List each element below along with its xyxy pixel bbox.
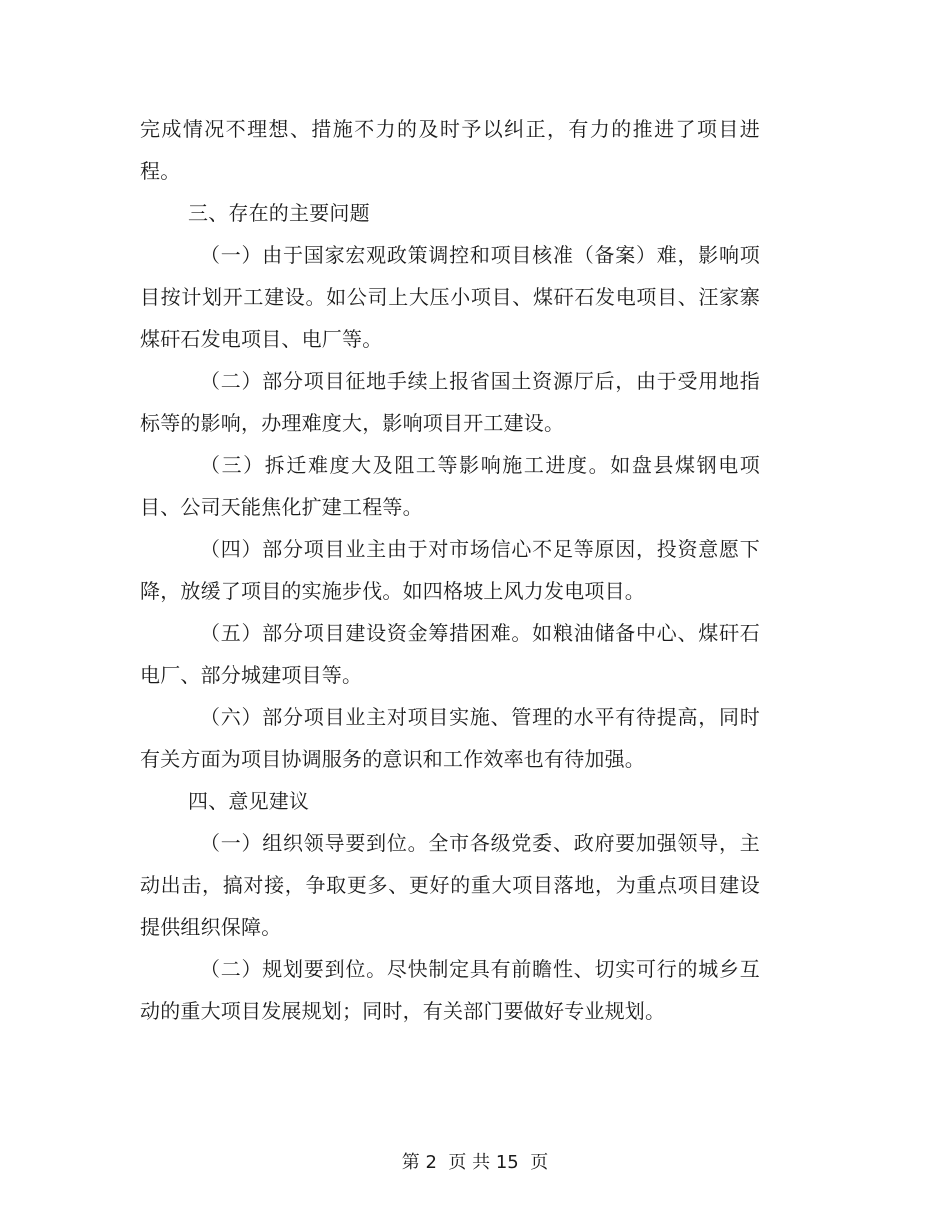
paragraph-problem-2: （二）部分项目征地手续上报省国土资源厅后，由于受用地指标等的影响，办理难度大，影响项目开工建设。 xyxy=(140,369,760,435)
document-body xyxy=(140,108,760,1032)
paragraph-suggestion-1: （一）组织领导要到位。全市各级党委、政府要加强领导，主动出击，搞对接，争取更多、更好的重大项目落地，为重点项目建设提供组织保障。 xyxy=(140,831,760,939)
section-heading-problems: 三、存在的主要问题 xyxy=(188,201,370,225)
page-number-footer: 第 2 页 共 15 页 xyxy=(401,1152,549,1173)
section-heading-suggestions: 四、意见建议 xyxy=(188,789,310,813)
paragraph-problem-3: （三）拆迁难度大及阻工等影响施工进度。如盘县煤钢电项目、公司天能焦化扩建工程等。 xyxy=(140,453,760,519)
paragraph-problem-1: （一）由于国家宏观政策调控和项目核准（备案）难，影响项目按计划开工建设。如公司上大压小项目、煤矸石发电项目、汪家寨煤矸石发电项目、电厂等。 xyxy=(140,243,760,351)
paragraph-continuation: 完成情况不理想、措施不力的及时予以纠正，有力的推进了项目进程。 xyxy=(140,117,760,183)
paragraph-suggestion-2: （二）规划要到位。尽快制定具有前瞻性、切实可行的城乡互动的重大项目发展规划；同时，有关部门要做好专业规划。 xyxy=(140,957,760,1023)
paragraph-problem-4: （四）部分项目业主由于对市场信心不足等原因，投资意愿下降，放缓了项目的实施步伐。如四格坡上风力发电项目。 xyxy=(140,537,760,603)
paragraph-problem-6: （六）部分项目业主对项目实施、管理的水平有待提高，同时有关方面为项目协调服务的意识和工作效率也有待加强。 xyxy=(140,705,760,771)
paragraph-problem-5: （五）部分项目建设资金筹措困难。如粮油储备中心、煤矸石电厂、部分城建项目等。 xyxy=(140,621,760,687)
